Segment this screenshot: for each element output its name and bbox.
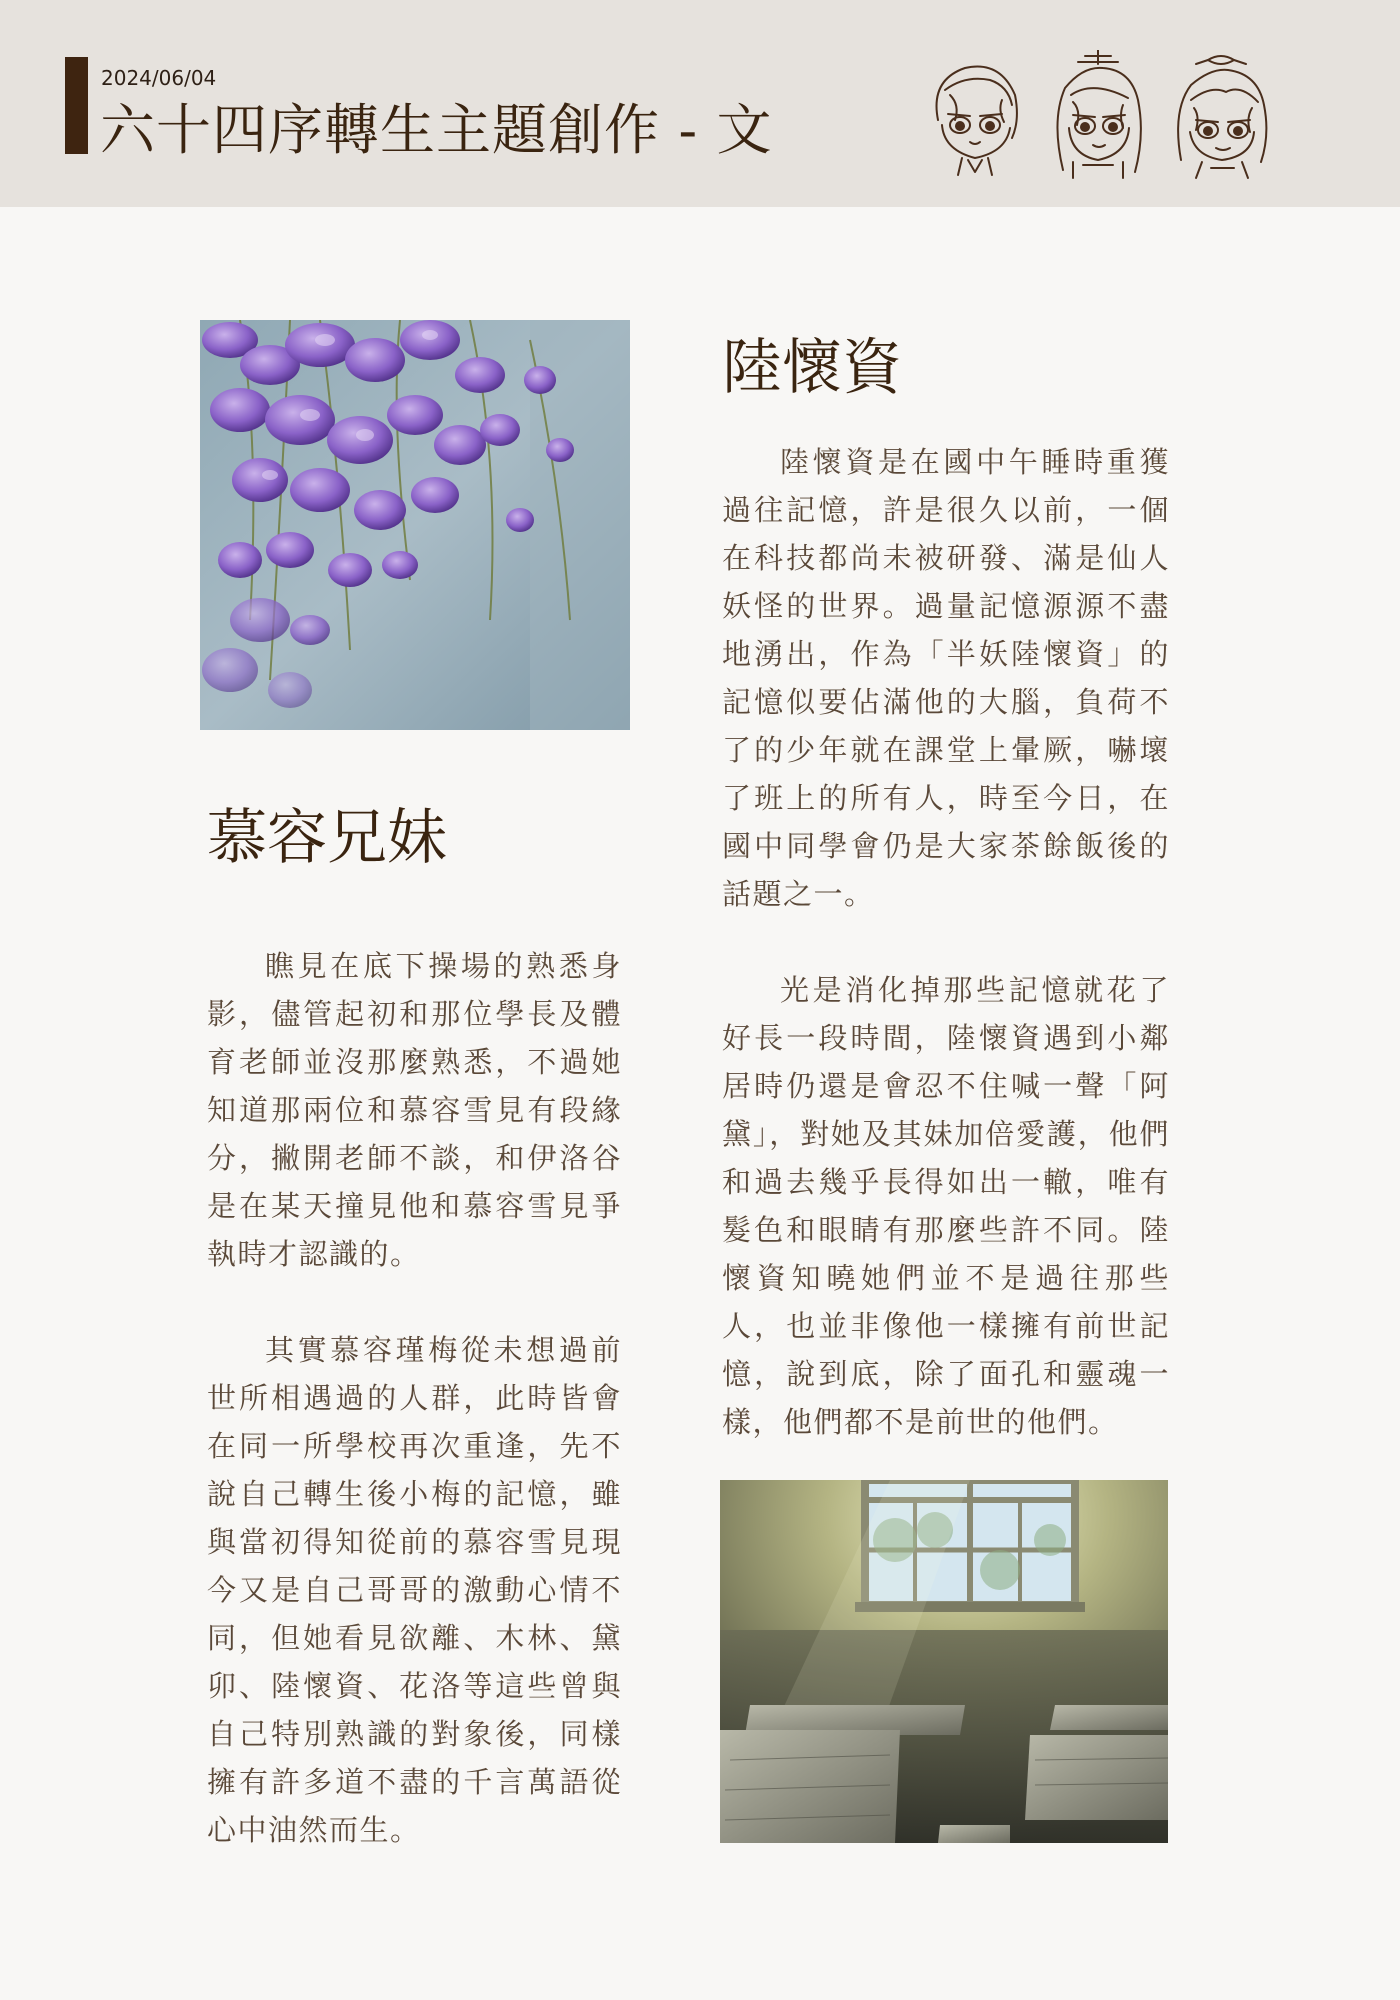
- section-heading-lu-huaizi: 陸懷資: [722, 333, 902, 403]
- page-date: 2024/06/04: [101, 66, 217, 90]
- classroom-window-photo: [720, 1480, 1168, 1843]
- paragraph: 光是消化掉那些記憶就花了好長一段時間，陸懷資遇到小鄰居時仍還是會忍不住喊一聲「阿黛」，對她及其妹加倍愛護，他們和過去幾乎長得如出一轍，唯有髮色和眼睛有那麼些許不同。陸懷資知曉她們並不是過往那些人，也並非像他一樣擁有前世記憶，說到底，除了面孔和靈魂一樣，他們都不是前世的他們。: [722, 973, 1170, 1439]
- page-title: 六十四序轉生主題創作 - 文: [100, 98, 773, 162]
- accent-bar: [65, 57, 88, 154]
- page-header: [0, 0, 1400, 207]
- chibi-character-2-icon: [1043, 50, 1153, 180]
- paragraph: 瞧見在底下操場的熟悉身影，儘管起初和那位學長及體育老師並沒那麼熟悉，不過她知道那兩位和慕容雪見有段緣分，撇開老師不談，和伊洛谷是在某天撞見他和慕容雪見爭執時才認識的。: [207, 949, 622, 1271]
- section-heading-murong-siblings: 慕容兄妹: [207, 803, 447, 873]
- character-avatars: [920, 50, 1280, 180]
- right-column-text: [722, 438, 1170, 1446]
- paragraph: 陸懷資是在國中午睡時重獲過往記憶，許是很久以前，一個在科技都尚未被研發、滿是仙人妖怪的世界。過量記憶源源不盡地湧出，作為「半妖陸懷資」的記憶似要佔滿他的大腦，負荷不了的少年就在課堂上暈厥，嚇壞了班上的所有人，時至今日，在國中同學會仍是大家茶餘飯後的話題之一。: [722, 445, 1170, 911]
- chibi-character-1-icon: [920, 50, 1030, 180]
- paragraph: 其實慕容瑾梅從未想過前世所相遇過的人群，此時皆會在同一所學校再次重逢，先不說自己轉生後小梅的記憶，雖與當初得知從前的慕容雪見現今又是自己哥哥的激動心情不同，但她看見欲離、木林、黛卯、陸懷資、花洛等這些曾與自己特別熟識的對象後，同樣擁有許多道不盡的千言萬語從心中油然而生。: [207, 1333, 622, 1847]
- left-column-text: [207, 942, 622, 1854]
- chibi-character-3-icon: [1166, 50, 1276, 180]
- wisteria-flowers-photo: [200, 320, 630, 730]
